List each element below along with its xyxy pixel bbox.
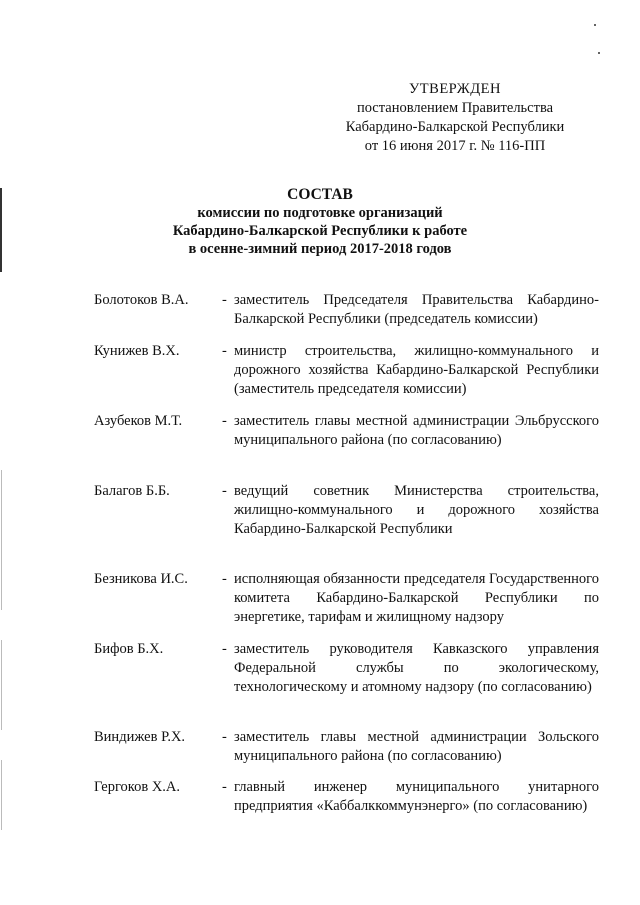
member-name: Гергоков Х.А.	[94, 779, 181, 795]
member-role: заместитель Председателя Правительства Кабардино-Балкарской Республики (председатель комиссии)	[234, 292, 599, 327]
member-dash: -	[222, 292, 227, 308]
heading-line: Кабардино-Балкарской Республики к работе	[172, 223, 468, 239]
scan-edge-dot	[0, 205, 2, 211]
scan-speck	[594, 24, 596, 26]
member-role: министр строительства, жилищно-коммунального и дорожного хозяйства Кабардино-Балкарской Республики (заместитель председателя комиссии)	[234, 343, 599, 397]
member-role: главный инженер муниципального унитарного предприятия «Каббалккоммунэнерго» (по согласованию)	[234, 779, 599, 814]
approval-date-line: от 16 июня 2017 г. № 116-ПП	[364, 138, 546, 154]
scan-edge-faint	[1, 640, 2, 730]
heading-line: комиссии по подготовке организаций	[197, 205, 443, 221]
member-role: заместитель руководителя Кавказского управления Федеральной службы по экологическому, технологическому и атомному надзору (по согласованию)	[234, 641, 599, 695]
document-title: СОСТАВ	[287, 186, 353, 203]
scan-edge-faint	[1, 470, 2, 610]
member-name: Безникова И.С.	[94, 571, 188, 587]
heading-line: в осенне-зимний период 2017-2018 годов	[188, 241, 452, 257]
member-role: заместитель главы местной администрации Эльбрусского муниципального района (по согласованию)	[234, 413, 599, 448]
member-role: заместитель главы местной администрации Зольского муниципального района (по согласованию)	[234, 729, 599, 764]
scan-edge-dot	[0, 258, 2, 264]
member-dash: -	[222, 571, 227, 587]
member-name: Болотоков В.А.	[94, 292, 189, 308]
approval-line: Кабардино-Балкарской Республики	[345, 119, 565, 135]
member-role: ведущий советник Министерства строительства, жилищно-коммунального и дорожного хозяйства Кабардино-Балкарской Республики	[234, 483, 599, 537]
approval-title: УТВЕРЖДЕН	[409, 81, 501, 97]
member-dash: -	[222, 729, 227, 745]
member-name: Виндижев Р.Х.	[94, 729, 186, 745]
member-dash: -	[222, 641, 227, 657]
member-name: Балагов Б.Б.	[94, 483, 170, 499]
scan-edge-dot	[0, 232, 2, 238]
member-dash: -	[222, 483, 227, 499]
approval-line: постановлением Правительства	[356, 100, 554, 116]
approval-block	[330, 80, 580, 156]
member-name: Кунижев В.Х.	[94, 343, 180, 359]
scan-speck	[598, 52, 600, 54]
member-dash: -	[222, 413, 227, 429]
document-heading	[120, 186, 520, 258]
member-name: Бифов Б.Х.	[94, 641, 164, 657]
scan-edge-faint	[1, 760, 2, 830]
member-dash: -	[222, 779, 227, 795]
member-name: Азубеков М.Т.	[94, 413, 183, 429]
member-dash: -	[222, 343, 227, 359]
member-role: исполняющая обязанности председателя Государственного комитета Кабардино-Балкарской Республики по энергетике, тарифам и жилищному надзору	[234, 571, 599, 625]
